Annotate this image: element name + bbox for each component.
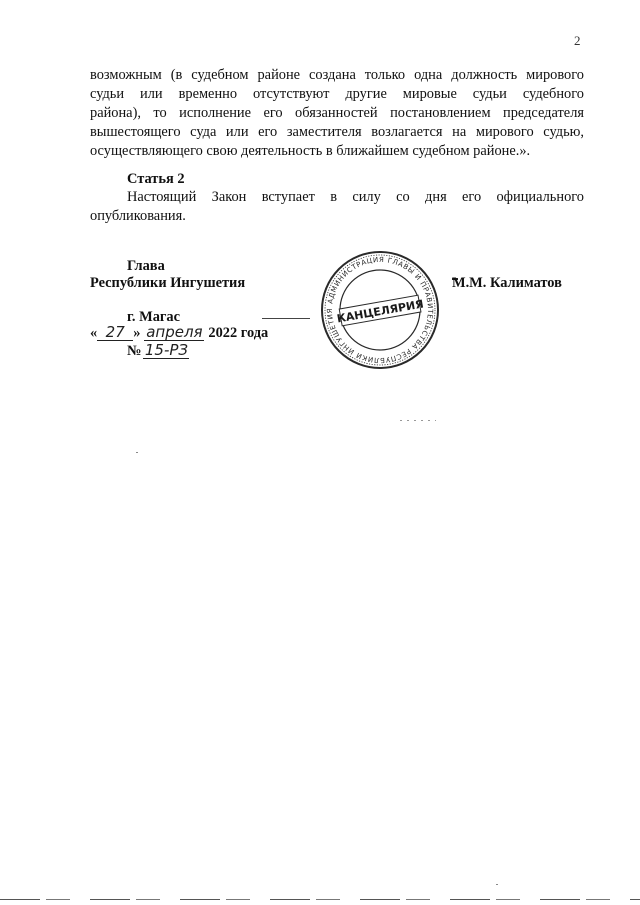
signatory-title-line-2: Республики Ингушетия: [90, 275, 246, 291]
paragraph-2: [90, 188, 584, 226]
signature-stroke: [262, 318, 310, 319]
scan-speck: [400, 420, 436, 421]
number-handwritten: 15-РЗ: [144, 341, 189, 359]
date-year: 2022 года: [208, 325, 269, 341]
paragraph-1-line: осуществляющего свою деятельность в ближайшем судебном районе.».: [90, 143, 531, 159]
law-number: [127, 343, 189, 360]
scan-speck: [496, 884, 498, 885]
seal-center-text: КАНЦЕЛЯРИЯ: [335, 297, 425, 326]
office-seal-stamp: [320, 250, 440, 370]
signing-place: г. Магас: [127, 309, 181, 325]
signatory-name: М.М. Калиматов: [452, 275, 562, 291]
scan-bottom-edge: [0, 899, 640, 900]
signing-date: [90, 325, 268, 342]
scan-speck: [136, 452, 138, 453]
date-day-handwritten: 27: [97, 325, 133, 341]
paragraph-2-line: Настоящий Закон вступает в силу со дня его официального: [127, 189, 584, 205]
seal-ring-text: АДМИНИСТРАЦИЯ ГЛАВЫ И ПРАВИТЕЛЬСТВА РЕСПУБЛИКИ ИНГУШЕТИЯ: [325, 255, 435, 365]
date-month-handwritten: апреля: [146, 323, 203, 341]
signatory-title-line-1: Глава: [127, 258, 165, 274]
paragraph-1-line: возможным (в судебном районе создана только одна должность мирового: [90, 67, 584, 83]
paragraph-2-line: опубликования.: [90, 208, 186, 224]
page-number: 2: [574, 33, 581, 48]
date-close-quote: »: [133, 325, 141, 341]
date-open-quote: «: [90, 325, 98, 341]
paragraph-1-line: района), то исполнение его обязанностей постановлением председателя: [90, 105, 584, 121]
paragraph-1-line: судьи или временно отсутствуют другие мировые судьи судебного: [90, 86, 584, 102]
article-heading: Статья 2: [127, 171, 185, 187]
number-prefix: №: [127, 343, 142, 359]
paragraph-1-line: вышестоящего суда или его заместителя возлагается на мирового судью,: [90, 124, 584, 140]
paragraph-1: [90, 66, 584, 161]
